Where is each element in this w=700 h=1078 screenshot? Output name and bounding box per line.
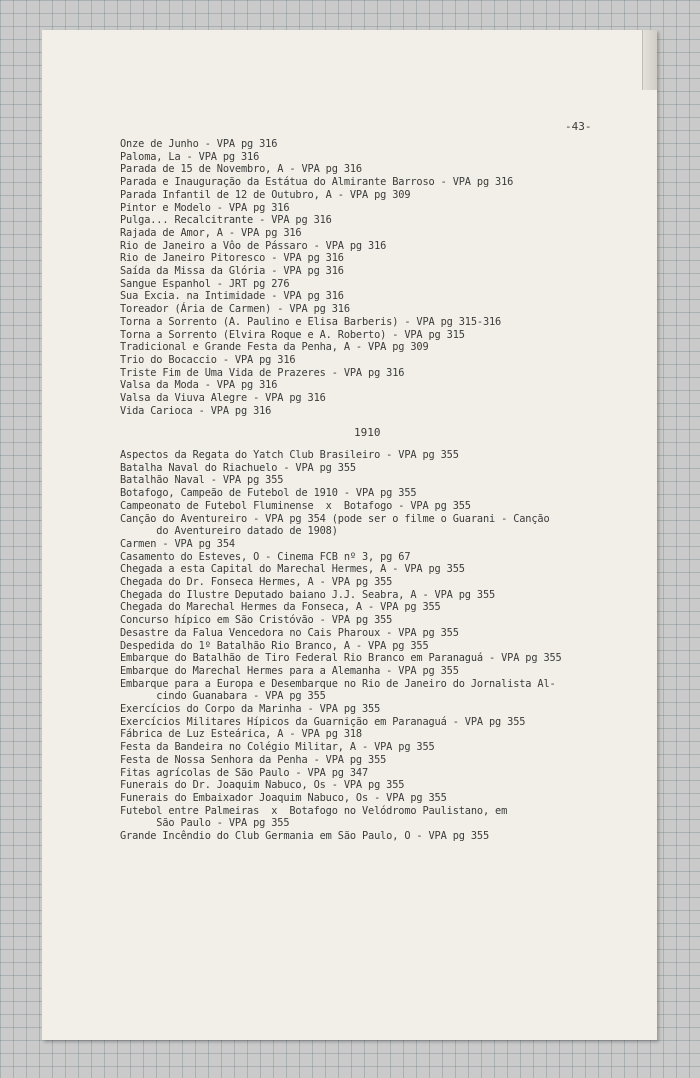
entry-line: Sangue Espanhol - JRT pg 276 <box>120 277 290 290</box>
entry-line: do Aventureiro datado de 1908) <box>120 525 338 538</box>
entry-list-1910 <box>120 449 650 843</box>
entry-line: São Paulo - VPA pg 355 <box>120 817 290 830</box>
entry-line: Vida Carioca - VPA pg 316 <box>120 404 272 417</box>
entry-line: Rio de Janeiro a Vôo de Pássaro - VPA pg 316 <box>120 239 387 252</box>
entry-line: Futebol entre Palmeiras x Botafogo no Velódromo Paulistano, em <box>120 804 508 817</box>
entry-line: Tradicional e Grande Festa da Penha, A - VPA pg 309 <box>120 341 429 354</box>
entry-line: Batalhão Naval - VPA pg 355 <box>120 474 284 487</box>
entry-line: Desastre da Falua Vencedora no Cais Pharoux - VPA pg 355 <box>120 626 459 639</box>
entry-line: Parada Infantil de 12 de Outubro, A - VPA pg 309 <box>120 188 411 201</box>
entry-line: Festa de Nossa Senhora da Penha - VPA pg 355 <box>120 753 387 766</box>
entry-line: Fitas agrícolas de São Paulo - VPA pg 347 <box>120 766 369 779</box>
year-heading: 1910 <box>354 426 381 439</box>
entry-line: Botafogo, Campeão de Futebol de 1910 - VPA pg 355 <box>120 487 417 500</box>
entry-line: Embarque para a Europa e Desembarque no Rio de Janeiro do Jornalista Al- <box>120 677 556 690</box>
document-page <box>42 30 657 1040</box>
entry-line: Concurso hípico em São Cristóvão - VPA pg 355 <box>120 614 393 627</box>
entry-line: Chegada do Ilustre Deputado baiano J.J. Seabra, A - VPA pg 355 <box>120 588 496 601</box>
entry-line: Chegada a esta Capital do Marechal Hermes, A - VPA pg 355 <box>120 563 465 576</box>
entry-line: Valsa da Viuva Alegre - VPA pg 316 <box>120 392 326 405</box>
entry-line: Chegada do Dr. Fonseca Hermes, A - VPA pg 355 <box>120 576 393 589</box>
entry-line: Pulga... Recalcitrante - VPA pg 316 <box>120 214 332 227</box>
entry-line: Funerais do Embaixador Joaquim Nabuco, Os - VPA pg 355 <box>120 791 447 804</box>
entry-line: Rajada de Amor, A - VPA pg 316 <box>120 226 302 239</box>
entry-line: Rio de Janeiro Pitoresco - VPA pg 316 <box>120 252 344 265</box>
entry-line: Toreador (Ária de Carmen) - VPA pg 316 <box>120 303 350 316</box>
entry-line: Exercícios do Corpo da Marinha - VPA pg 355 <box>120 703 381 716</box>
entry-line: Aspectos da Regata do Yatch Club Brasileiro - VPA pg 355 <box>120 449 459 461</box>
entry-line: Onze de Junho - VPA pg 316 <box>120 138 278 150</box>
entry-line: Embarque do Batalhão de Tiro Federal Rio Branco em Paranaguá - VPA pg 355 <box>120 652 562 665</box>
entry-line: Festa da Bandeira no Colégio Militar, A - VPA pg 355 <box>120 741 435 754</box>
entry-line: Exercícios Militares Hípicos da Guarnição em Paranaguá - VPA pg 355 <box>120 715 526 728</box>
entry-line: Casamento do Esteves, O - Cinema FCB nº 3, pg 67 <box>120 550 411 563</box>
tape-strip <box>642 30 657 90</box>
entry-line: Batalha Naval do Riachuelo - VPA pg 355 <box>120 461 356 474</box>
entry-line: Valsa da Moda - VPA pg 316 <box>120 379 278 392</box>
entry-line: Paloma, La - VPA pg 316 <box>120 150 260 163</box>
entry-line: Embarque do Marechal Hermes para a Alemanha - VPA pg 355 <box>120 664 459 677</box>
page-number: -43- <box>565 120 592 133</box>
entry-line: Carmen - VPA pg 354 <box>120 537 235 550</box>
entry-line: Campeonato de Futebol Fluminense x Botafogo - VPA pg 355 <box>120 499 471 512</box>
entry-line: Trio do Bocaccio - VPA pg 316 <box>120 353 296 366</box>
entry-line: Saída da Missa da Glória - VPA pg 316 <box>120 265 344 278</box>
entry-line: Fábrica de Luz Esteárica, A - VPA pg 318 <box>120 728 362 741</box>
entry-line: Despedida do 1º Batalhão Rio Branco, A - VPA pg 355 <box>120 639 429 652</box>
entry-line: Torna a Sorrento (Elvira Roque e A. Roberto) - VPA pg 315 <box>120 328 465 341</box>
entry-line: Chegada do Marechal Hermes da Fonseca, A - VPA pg 355 <box>120 601 441 614</box>
entry-line: Sua Excia. na Intimidade - VPA pg 316 <box>120 290 344 303</box>
entry-line: cindo Guanabara - VPA pg 355 <box>120 690 326 703</box>
entry-line: Pintor e Modelo - VPA pg 316 <box>120 201 290 214</box>
entry-line: Torna a Sorrento (A. Paulino e Elisa Barberis) - VPA pg 315-316 <box>120 315 502 328</box>
entry-line: Parada e Inauguração da Estátua do Almirante Barroso - VPA pg 316 <box>120 176 514 189</box>
entry-line: Canção do Aventureiro - VPA pg 354 (pode ser o filme o Guarani - Canção <box>120 512 550 525</box>
entry-line: Grande Incêndio do Club Germania em São Paulo, O - VPA pg 355 <box>120 830 490 843</box>
entry-line: Parada de 15 de Novembro, A - VPA pg 316 <box>120 163 362 176</box>
entry-line: Funerais do Dr. Joaquim Nabuco, Os - VPA pg 355 <box>120 779 405 792</box>
entry-list-1909 <box>120 138 640 417</box>
entry-line: Triste Fim de Uma Vida de Prazeres - VPA pg 316 <box>120 366 405 379</box>
